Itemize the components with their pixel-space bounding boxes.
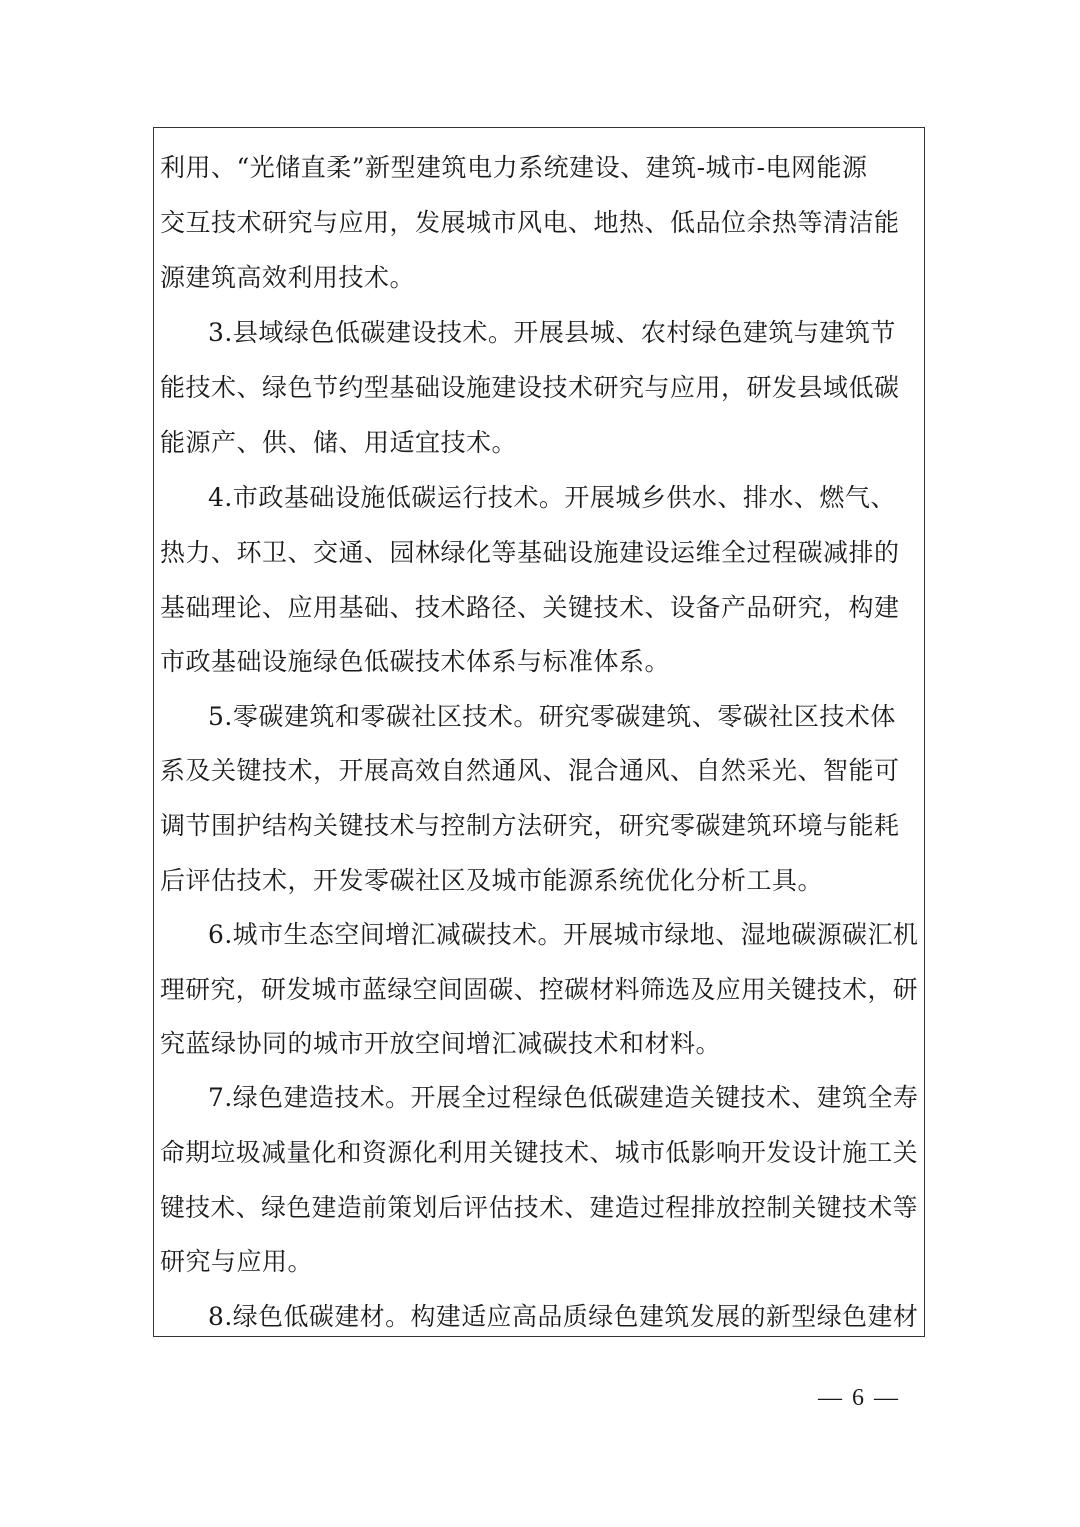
text-line: 利用、“光储直柔”新型建筑电力系统建设、建筑-城市-电网能源 xyxy=(160,153,868,182)
text-line: 理研究，研发城市蓝绿空间固碳、控碳材料筛选及应用关键技术，研 xyxy=(160,975,919,1004)
text-line: 究蓝绿协同的城市开放空间增汇减碳技术和材料。 xyxy=(160,1029,722,1058)
text-line: 市政基础设施绿色低碳技术体系与标准体系。 xyxy=(160,647,671,676)
text-line: 后评估技术，开发零碳社区及城市能源系统优化分析工具。 xyxy=(160,866,824,895)
text-line: 交互技术研究与应用，发展城市风电、地热、低品位余热等清洁能 xyxy=(160,208,900,237)
text-line: 能技术、绿色节约型基础设施建设技术研究与应用，研发县域低碳 xyxy=(160,373,900,402)
text-line: 4.市政基础设施低碳运行技术。开展城乡供水、排水、燃气、 xyxy=(208,483,896,512)
text-line: 研究与应用。 xyxy=(160,1247,314,1276)
text-line: 热力、环卫、交通、园林绿化等基础设施建设运维全过程碳减排的 xyxy=(160,538,900,567)
page-number: — 6 — xyxy=(818,1385,900,1411)
text-line: 键技术、绿色建造前策划后评估技术、建造过程排放控制关键技术等 xyxy=(160,1193,919,1222)
text-line: 基础理论、应用基础、技术路径、关键技术、设备产品研究，构建 xyxy=(160,593,900,622)
text-line: 8.绿色低碳建材。构建适应高品质绿色建筑发展的新型绿色建材 xyxy=(208,1302,919,1331)
text-line: 命期垃圾减量化和资源化利用关键技术、城市低影响开发设计施工关 xyxy=(160,1138,919,1167)
text-line: 3.县域绿色低碳建设技术。开展县城、农村绿色建筑与建筑节 xyxy=(208,318,896,347)
text-line: 源建筑高效利用技术。 xyxy=(160,263,416,292)
text-line: 7.绿色建造技术。开展全过程绿色低碳建造关键技术、建筑全寿 xyxy=(208,1083,919,1112)
text-line: 6.城市生态空间增汇减碳技术。开展城市绿地、湿地碳源碳汇机 xyxy=(208,920,919,949)
text-line: 系及关键技术，开展高效自然通风、混合通风、自然采光、智能可 xyxy=(160,756,900,785)
text-line: 5.零碳建筑和零碳社区技术。研究零碳建筑、零碳社区技术体 xyxy=(208,702,896,731)
text-line: 能源产、供、储、用适宜技术。 xyxy=(160,428,518,457)
text-line: 调节围护结构关键技术与控制方法研究，研究零碳建筑环境与能耗 xyxy=(160,811,900,840)
